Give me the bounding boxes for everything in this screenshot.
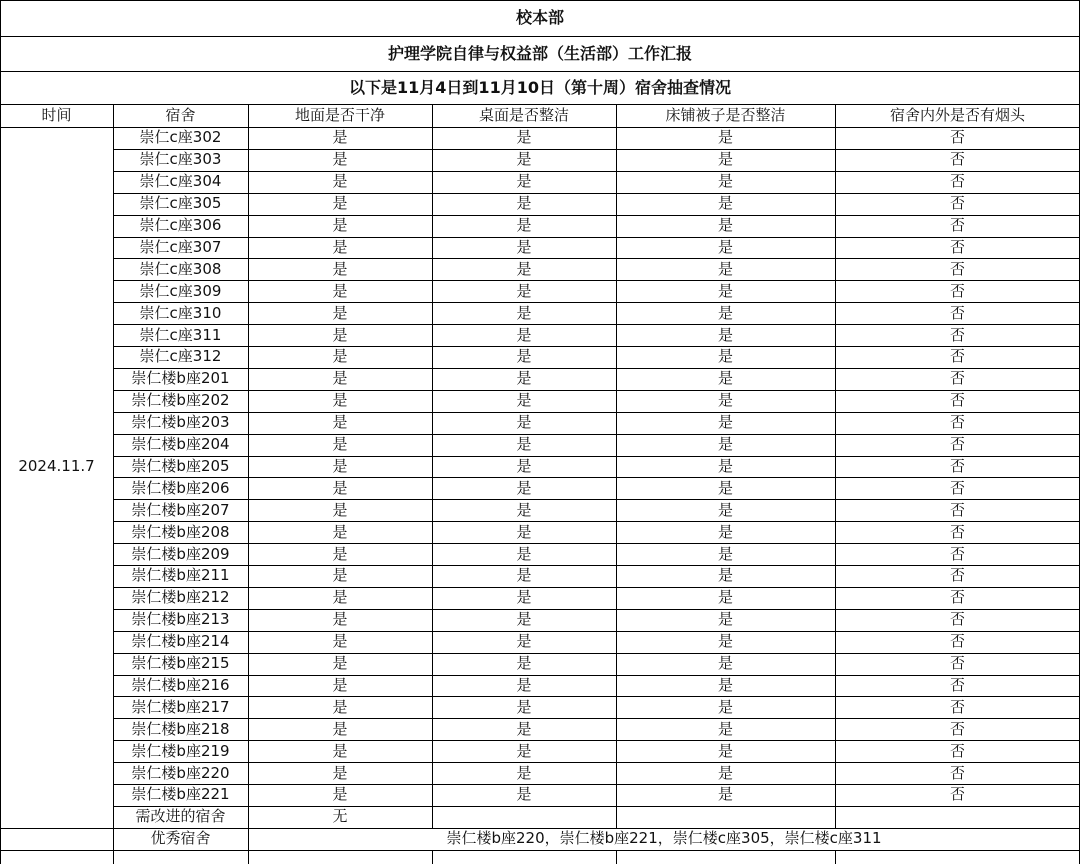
table-cell: 是 [516, 369, 532, 388]
grid-line [113, 456, 1080, 457]
table-cell: 否 [949, 194, 965, 213]
report-org-title: 校本部 [515, 8, 564, 27]
table-cell: 否 [949, 172, 965, 191]
table-cell: 是 [332, 741, 348, 760]
dorm-name: 崇仁楼b座205 [131, 456, 230, 475]
grid-line [113, 609, 1080, 610]
table-cell: 是 [332, 588, 348, 607]
table-cell: 是 [332, 544, 348, 563]
dorm-name: 崇仁楼b座204 [131, 435, 230, 454]
grid-line [113, 565, 1080, 566]
table-cell: 是 [332, 785, 348, 804]
dorm-name: 崇仁c座307 [139, 237, 222, 256]
table-cell: 是 [516, 456, 532, 475]
grid-line [835, 104, 836, 806]
grid-line [113, 302, 1080, 303]
improve-label: 需改进的宿舍 [135, 807, 226, 826]
dorm-name: 崇仁楼b座219 [131, 741, 230, 760]
grid-line [113, 193, 1080, 194]
dorm-name: 崇仁楼b座211 [131, 566, 230, 585]
grid-line [616, 806, 617, 828]
table-cell: 是 [516, 566, 532, 585]
dorm-name: 崇仁c座312 [139, 347, 222, 366]
grid-line [432, 104, 433, 806]
table-cell: 是 [516, 347, 532, 366]
report-period: 以下是11月4日到11月10日（第十周）宿舍抽查情况 [349, 77, 731, 97]
table-cell: 是 [332, 697, 348, 716]
grid-line [113, 258, 1080, 259]
table-cell: 是 [717, 172, 733, 191]
table-cell: 是 [717, 610, 733, 629]
table-cell: 是 [516, 697, 532, 716]
table-cell: 是 [717, 347, 733, 366]
table-cell: 是 [332, 194, 348, 213]
table-cell: 是 [516, 391, 532, 410]
table-cell: 是 [516, 435, 532, 454]
table-cell: 是 [332, 435, 348, 454]
table-cell: 是 [717, 654, 733, 673]
table-cell: 是 [516, 281, 532, 300]
grid-line [0, 36, 1080, 37]
table-cell: 是 [717, 456, 733, 475]
grid-line [113, 806, 1080, 807]
grid-line [0, 104, 1080, 105]
grid-line [0, 0, 1080, 1]
column-header: 宿舍 [165, 106, 196, 124]
table-cell: 是 [332, 303, 348, 322]
table-cell: 是 [332, 566, 348, 585]
grid-line [0, 850, 1080, 851]
table-cell: 是 [332, 369, 348, 388]
grid-line [113, 653, 1080, 654]
grid-line [113, 477, 1080, 478]
table-cell: 是 [516, 741, 532, 760]
excellent-value: 崇仁楼b座220，崇仁楼b座221，崇仁楼c座305，崇仁楼c座311 [446, 829, 882, 848]
dorm-name: 崇仁楼b座217 [131, 697, 230, 716]
table-cell: 是 [332, 347, 348, 366]
table-cell: 否 [949, 237, 965, 256]
table-cell: 是 [516, 763, 532, 782]
excellent-label: 优秀宿舍 [150, 829, 211, 848]
grid-line [113, 828, 114, 850]
dorm-name: 崇仁楼b座221 [131, 785, 230, 804]
dorm-name: 崇仁楼b座206 [131, 478, 230, 497]
dorm-name: 崇仁楼b座203 [131, 413, 230, 432]
table-cell: 否 [949, 544, 965, 563]
dorm-name: 崇仁楼b座207 [131, 500, 230, 519]
table-cell: 是 [332, 128, 348, 147]
grid-line [248, 806, 249, 828]
dorm-name: 崇仁c座306 [139, 216, 222, 235]
table-cell: 是 [516, 632, 532, 651]
grid-line [113, 850, 114, 864]
dorm-name: 崇仁楼b座215 [131, 654, 230, 673]
grid-line [432, 806, 433, 828]
grid-line [248, 850, 249, 864]
table-cell: 否 [949, 522, 965, 541]
table-cell: 否 [949, 150, 965, 169]
table-cell: 是 [332, 259, 348, 278]
grid-line [0, 127, 1080, 128]
dorm-name: 崇仁c座303 [139, 150, 222, 169]
column-header: 床铺被子是否整洁 [665, 106, 786, 124]
dorm-name: 崇仁楼b座209 [131, 544, 230, 563]
table-cell: 否 [949, 391, 965, 410]
table-cell: 否 [949, 785, 965, 804]
table-cell: 是 [332, 763, 348, 782]
table-cell: 是 [717, 325, 733, 344]
grid-line [835, 806, 836, 828]
table-cell: 是 [516, 150, 532, 169]
dorm-name: 崇仁楼b座202 [131, 391, 230, 410]
table-cell: 否 [949, 435, 965, 454]
table-cell: 是 [717, 588, 733, 607]
table-cell: 是 [717, 150, 733, 169]
table-cell: 是 [516, 719, 532, 738]
table-cell: 是 [717, 522, 733, 541]
table-cell: 否 [949, 741, 965, 760]
table-cell: 否 [949, 478, 965, 497]
table-cell: 是 [717, 566, 733, 585]
table-cell: 否 [949, 413, 965, 432]
table-cell: 是 [332, 216, 348, 235]
table-cell: 是 [516, 237, 532, 256]
improve-value: 无 [332, 807, 348, 826]
grid-line [113, 762, 1080, 763]
table-cell: 是 [717, 281, 733, 300]
table-cell: 是 [332, 150, 348, 169]
grid-line [113, 237, 1080, 238]
table-cell: 否 [949, 566, 965, 585]
table-cell: 是 [717, 435, 733, 454]
table-cell: 是 [332, 675, 348, 694]
table-cell: 是 [717, 675, 733, 694]
dorm-name: 崇仁楼b座208 [131, 522, 230, 541]
grid-line [113, 390, 1080, 391]
table-cell: 是 [332, 325, 348, 344]
table-cell: 是 [516, 259, 532, 278]
table-cell: 是 [516, 785, 532, 804]
dorm-name: 崇仁c座311 [139, 325, 222, 344]
table-cell: 是 [717, 194, 733, 213]
table-cell: 是 [717, 369, 733, 388]
table-cell: 是 [717, 632, 733, 651]
table-cell: 是 [332, 522, 348, 541]
table-cell: 否 [949, 347, 965, 366]
dorm-name: 崇仁楼b座214 [131, 632, 230, 651]
dorm-name: 崇仁c座309 [139, 281, 222, 300]
dorm-name: 崇仁楼b座213 [131, 610, 230, 629]
dorm-name: 崇仁楼b座201 [131, 369, 230, 388]
column-header: 时间 [41, 106, 72, 124]
grid-line [616, 850, 617, 864]
dorm-name: 崇仁c座310 [139, 303, 222, 322]
table-cell: 是 [717, 237, 733, 256]
inspection-date: 2024.11.7 [18, 456, 95, 475]
table-cell: 否 [949, 588, 965, 607]
table-cell: 是 [332, 172, 348, 191]
grid-line [113, 696, 1080, 697]
table-cell: 是 [516, 172, 532, 191]
table-cell: 是 [516, 128, 532, 147]
table-cell: 是 [717, 500, 733, 519]
table-cell: 是 [717, 719, 733, 738]
dorm-name: 崇仁c座305 [139, 194, 222, 213]
table-cell: 是 [516, 675, 532, 694]
table-cell: 否 [949, 456, 965, 475]
table-cell: 是 [516, 325, 532, 344]
grid-line [113, 434, 1080, 435]
table-cell: 是 [717, 216, 733, 235]
grid-line [113, 587, 1080, 588]
dorm-name: 崇仁c座304 [139, 172, 222, 191]
grid-line [113, 104, 114, 806]
grid-line [113, 215, 1080, 216]
table-cell: 否 [949, 325, 965, 344]
table-cell: 是 [332, 632, 348, 651]
table-cell: 是 [332, 719, 348, 738]
grid-line [113, 171, 1080, 172]
grid-line [113, 806, 114, 828]
dorm-name: 崇仁c座308 [139, 259, 222, 278]
table-cell: 是 [516, 500, 532, 519]
table-cell: 否 [949, 216, 965, 235]
grid-line [432, 850, 433, 864]
table-cell: 否 [949, 610, 965, 629]
table-cell: 否 [949, 763, 965, 782]
table-cell: 否 [949, 719, 965, 738]
column-header: 宿舍内外是否有烟头 [889, 106, 1025, 124]
grid-line [113, 346, 1080, 347]
table-cell: 是 [332, 391, 348, 410]
grid-line [113, 412, 1080, 413]
grid-line [113, 543, 1080, 544]
table-cell: 是 [332, 610, 348, 629]
grid-line [113, 718, 1080, 719]
grid-line [0, 0, 1, 864]
table-cell: 是 [332, 237, 348, 256]
table-cell: 否 [949, 281, 965, 300]
dorm-name: 崇仁c座302 [139, 128, 222, 147]
grid-line [113, 324, 1080, 325]
grid-line [248, 828, 249, 850]
table-cell: 是 [717, 413, 733, 432]
column-header: 地面是否干净 [294, 106, 385, 124]
table-cell: 是 [717, 763, 733, 782]
table-cell: 是 [717, 259, 733, 278]
table-cell: 是 [717, 785, 733, 804]
table-cell: 否 [949, 369, 965, 388]
table-cell: 是 [516, 610, 532, 629]
table-cell: 否 [949, 303, 965, 322]
grid-line [113, 368, 1080, 369]
grid-line [113, 631, 1080, 632]
dorm-name: 崇仁楼b座220 [131, 763, 230, 782]
table-cell: 是 [516, 194, 532, 213]
table-cell: 是 [516, 544, 532, 563]
grid-line [835, 850, 836, 864]
table-cell: 是 [717, 544, 733, 563]
dorm-name: 崇仁楼b座212 [131, 588, 230, 607]
grid-line [113, 740, 1080, 741]
table-cell: 是 [332, 500, 348, 519]
table-cell: 否 [949, 675, 965, 694]
table-cell: 是 [516, 654, 532, 673]
table-cell: 否 [949, 500, 965, 519]
table-cell: 是 [516, 303, 532, 322]
table-cell: 是 [332, 281, 348, 300]
grid-line [113, 149, 1080, 150]
table-cell: 是 [332, 654, 348, 673]
grid-line [113, 675, 1080, 676]
table-cell: 是 [717, 478, 733, 497]
dorm-name: 崇仁楼b座216 [131, 675, 230, 694]
table-cell: 是 [717, 391, 733, 410]
grid-line [113, 521, 1080, 522]
table-cell: 是 [717, 741, 733, 760]
grid-line [0, 828, 1080, 829]
grid-line [113, 499, 1080, 500]
grid-line [248, 104, 249, 806]
grid-line [616, 104, 617, 806]
table-cell: 是 [516, 413, 532, 432]
table-cell: 是 [516, 522, 532, 541]
table-cell: 是 [717, 697, 733, 716]
table-cell: 否 [949, 259, 965, 278]
table-cell: 是 [516, 478, 532, 497]
table-cell: 是 [332, 413, 348, 432]
column-header: 桌面是否整洁 [478, 106, 569, 124]
grid-line [113, 784, 1080, 785]
report-subtitle: 护理学院自律与权益部（生活部）工作汇报 [387, 43, 692, 63]
table-cell: 是 [516, 588, 532, 607]
table-cell: 是 [332, 456, 348, 475]
table-cell: 是 [332, 478, 348, 497]
grid-line [0, 71, 1080, 72]
table-cell: 否 [949, 632, 965, 651]
table-cell: 是 [516, 216, 532, 235]
table-cell: 否 [949, 697, 965, 716]
table-cell: 是 [717, 128, 733, 147]
grid-line [113, 280, 1080, 281]
table-cell: 否 [949, 654, 965, 673]
table-cell: 否 [949, 128, 965, 147]
table-cell: 是 [717, 303, 733, 322]
dorm-name: 崇仁楼b座218 [131, 719, 230, 738]
